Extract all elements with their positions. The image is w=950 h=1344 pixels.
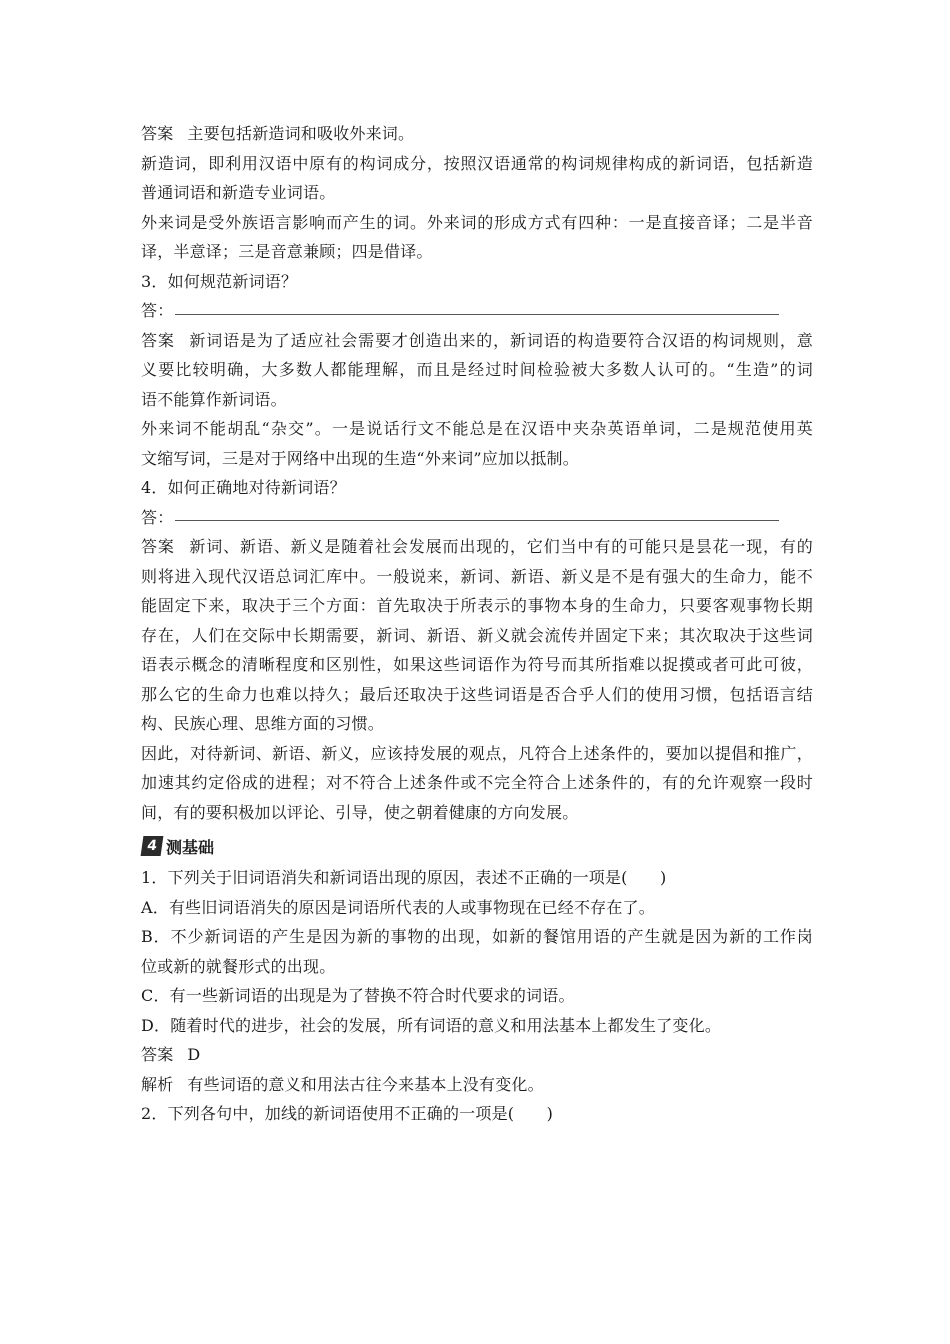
line-text: 2．下列各句中，加线的新词语使用不正确的一项是( ) <box>141 1104 554 1123</box>
text-line <box>141 952 813 982</box>
line-text: 主要包括新造词和吸收外来词。 <box>187 124 415 143</box>
document-body <box>141 119 813 1129</box>
text-line <box>141 739 813 769</box>
line-text: D <box>187 1045 201 1064</box>
line-text: 语不能算作新词语。 <box>141 389 287 409</box>
line-text: 存在，人们在交际中长期需要，新词、新语、新义就会流传并固定下来；其次取决于这些词 <box>141 625 813 645</box>
text-line <box>141 237 813 267</box>
text-line <box>141 591 813 621</box>
text-line <box>141 1070 813 1100</box>
line-text: 1．下列关于旧词语消失和新词语出现的原因，表述不正确的一项是( ) <box>141 868 667 887</box>
text-line <box>141 562 813 592</box>
answer-label: 答案 <box>141 1045 174 1064</box>
line-text: 构、民族心理、思维方面的习惯。 <box>141 714 385 733</box>
line-text: 因此，对待新词、新语、新义，应该持发展的观点，凡符合上述条件的，要加以提倡和推广， <box>141 743 813 763</box>
line-text: 间，有的要积极加以评论、引导，使之朝着健康的方向发展。 <box>141 802 579 822</box>
line-text: 有些词语的意义和用法古往今来基本上没有变化。 <box>187 1074 544 1094</box>
text-line <box>141 798 813 828</box>
text-line <box>141 1040 813 1070</box>
answer-blank[interactable] <box>175 519 779 521</box>
answer-line[interactable] <box>141 503 813 533</box>
line-text: 外来词是受外族语言影响而产生的词。外来词的形成方式有四种：一是直接音译；二是半音 <box>141 212 813 232</box>
text-line <box>141 267 813 297</box>
line-text: 文缩写词，三是对于网络中出现的生造“外来词”应加以抵制。 <box>141 448 579 468</box>
line-text: 新词语是为了适应社会需要才创造出来的，新词语的构造要符合汉语的构词规则，意 <box>188 330 813 350</box>
answer-label: 答案 <box>141 330 175 350</box>
line-text: D．随着时代的进步，社会的发展，所有词语的意义和用法基本上都发生了变化。 <box>141 1015 722 1035</box>
answer-label: 答案 <box>141 537 175 556</box>
text-line <box>141 326 813 356</box>
answer-label: 答案 <box>141 124 174 143</box>
line-text: 语表示概念的清晰程度和区别性，如果这些词语作为符号而其所指难以捉摸或者可此可彼， <box>141 655 813 674</box>
line-text: 普通词语和新造专业词语。 <box>141 183 336 202</box>
text-line <box>141 208 813 238</box>
line-text: 4．如何正确地对待新词语？ <box>141 478 346 497</box>
text-line <box>141 149 813 179</box>
section-number-badge: 4 <box>141 836 164 856</box>
line-text: 答： <box>141 301 174 320</box>
line-text: 译，半意译；三是音意兼顾；四是借译。 <box>141 242 433 261</box>
text-line <box>141 178 813 208</box>
text-line <box>141 981 813 1011</box>
text-line <box>141 893 813 923</box>
text-line <box>141 863 813 893</box>
line-text: C．有一些新词语的出现是为了替换不符合时代要求的词语。 <box>141 986 575 1005</box>
section-title: 测基础 <box>166 837 215 857</box>
text-line <box>141 355 813 385</box>
text-line <box>141 532 813 562</box>
text-line <box>141 473 813 503</box>
section-heading <box>141 829 813 863</box>
line-text: 能固定下来，取决于三个方面：首先取决于所表示的事物本身的生命力，只要客观事物长期 <box>141 596 813 615</box>
answer-blank[interactable] <box>175 313 779 315</box>
text-line <box>141 444 813 474</box>
text-line <box>141 650 813 680</box>
text-line <box>141 119 813 149</box>
line-text: 义要比较明确，大多数人都能理解，而且是经过时间检验被大多数人认可的。“生造”的词 <box>141 360 813 379</box>
text-line <box>141 414 813 444</box>
line-text: 则将进入现代汉语总词汇库中。一般说来，新词、新语、新义是不是有强大的生命力，能不 <box>141 566 813 586</box>
answer-line[interactable] <box>141 296 813 326</box>
text-line <box>141 385 813 415</box>
line-text: A．有些旧词语消失的原因是词语所代表的人或事物现在已经不存在了。 <box>141 897 655 917</box>
answer-label: 解析 <box>141 1074 174 1094</box>
text-line <box>141 1099 813 1129</box>
text-line <box>141 709 813 739</box>
line-text: 外来词不能胡乱“杂交”。一是说话行文不能总是在汉语中夹杂英语单词，二是规范使用英 <box>141 419 813 438</box>
line-text: 新词、新语、新义是随着社会发展而出现的，它们当中有的可能只是昙花一现，有的 <box>188 537 813 556</box>
line-text: 新造词，即利用汉语中原有的构词成分，按照汉语通常的构词规律构成的新词语，包括新造 <box>141 153 813 173</box>
line-text: 位或新的就餐形式的出现。 <box>141 956 336 976</box>
line-text: B．不少新词语的产生是因为新的事物的出现，如新的餐馆用语的产生就是因为新的工作岗 <box>141 927 813 946</box>
text-line <box>141 768 813 798</box>
line-text: 那么它的生命力也难以持久；最后还取决于这些词语是否合乎人们的使用习惯，包括语言结 <box>141 684 813 704</box>
line-text: 答： <box>141 507 174 527</box>
line-text: 3．如何规范新词语？ <box>141 271 298 291</box>
text-line <box>141 680 813 710</box>
text-line <box>141 1011 813 1041</box>
text-line <box>141 621 813 651</box>
text-line <box>141 922 813 952</box>
line-text: 加速其约定俗成的进程；对不符合上述条件或不完全符合上述条件的，有的允许观察一段时 <box>141 773 813 792</box>
